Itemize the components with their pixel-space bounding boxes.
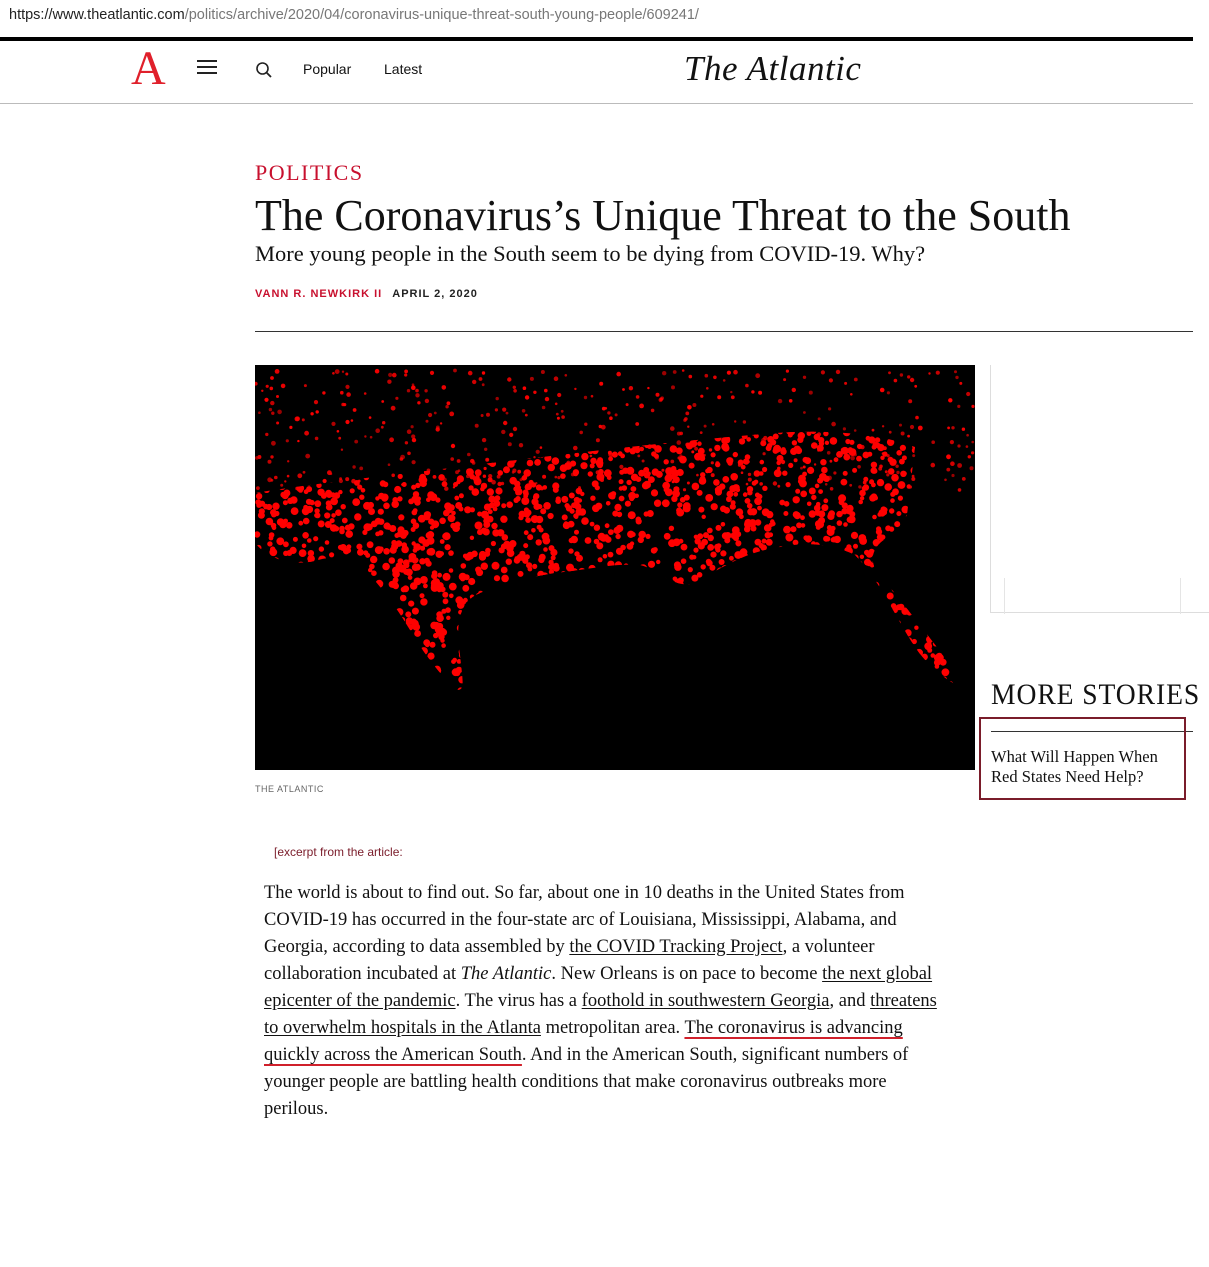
- body-text: . The virus has a: [455, 991, 582, 1011]
- site-navigation: [0, 41, 1193, 104]
- more-stories-heading: MORE STORIES: [991, 678, 1201, 711]
- publish-date: APRIL 2, 2020: [392, 288, 478, 300]
- excerpt-label: [excerpt from the article:: [274, 845, 403, 859]
- header-divider: [255, 331, 1193, 332]
- byline: [255, 288, 478, 300]
- body-text: , and: [829, 991, 871, 1011]
- author-link[interactable]: VANN R. NEWKIRK II: [255, 288, 383, 300]
- nav-latest-link[interactable]: Latest: [384, 61, 423, 77]
- browser-address-bar[interactable]: [0, 0, 1209, 34]
- atlanta-hospitals-link[interactable]: threatens to overwhelm hospitals in the Atlanta: [264, 991, 937, 1038]
- article-excerpt-paragraph: [264, 880, 954, 1123]
- body-text: . And in the American South, significant numbers of younger people are battling health conditions that make coronavirus outbreaks more perilous.: [264, 1045, 909, 1119]
- hamburger-menu-icon[interactable]: [197, 60, 217, 74]
- body-text: metropolitan area.: [540, 1018, 685, 1038]
- image-caption: THE ATLANTIC: [255, 784, 324, 794]
- atlantic-a-logo[interactable]: A: [131, 42, 166, 95]
- the-atlantic-wordmark[interactable]: The Atlantic: [684, 49, 862, 88]
- sidebar-frame-mark: [1180, 578, 1181, 614]
- url-host: https://www.theatlantic.com: [9, 7, 185, 23]
- global-epicenter-link[interactable]: the next global epicenter of the pandemic: [264, 964, 933, 1011]
- sidebar-frame-mark: [1004, 578, 1005, 614]
- more-story-link[interactable]: What Will Happen When Red States Need Help?: [991, 747, 1158, 786]
- southwestern-georgia-link[interactable]: foothold in southwestern Georgia: [581, 991, 830, 1011]
- section-label[interactable]: POLITICS: [255, 160, 364, 185]
- body-text: . New Orleans is on pace to become: [551, 964, 823, 984]
- body-text: , a volunteer collaboration incubated at: [264, 937, 875, 984]
- sidebar-ad-frame-left: [990, 365, 991, 613]
- article-headline: The Coronavirus’s Unique Threat to the South: [255, 191, 1071, 240]
- sidebar-ad-frame-bottom: [990, 612, 1209, 613]
- hero-image-dot-map: [255, 365, 975, 770]
- body-text: The world is about to find out. So far, about one in 10 deaths in the United States from COVID-19 has occurred in the four-state arc of Louisiana, Mississippi, Alabama, and Georgia, according to data assembled by: [264, 883, 905, 957]
- search-icon[interactable]: [255, 61, 273, 79]
- american-south-highlighted-link[interactable]: The coronavirus is advancing quickly across the American South: [264, 1018, 903, 1065]
- url-path: /politics/archive/2020/04/coronavirus-unique-threat-south-young-people/609241/: [184, 7, 699, 23]
- publication-name: The Atlantic: [460, 964, 552, 984]
- covid-tracking-project-link[interactable]: the COVID Tracking Project: [569, 937, 783, 957]
- article-dek: More young people in the South seem to be dying from COVID-19. Why?: [255, 241, 926, 266]
- url-text[interactable]: [9, 7, 699, 23]
- nav-popular-link[interactable]: Popular: [303, 61, 352, 77]
- southern-us-dot-map: [255, 365, 975, 770]
